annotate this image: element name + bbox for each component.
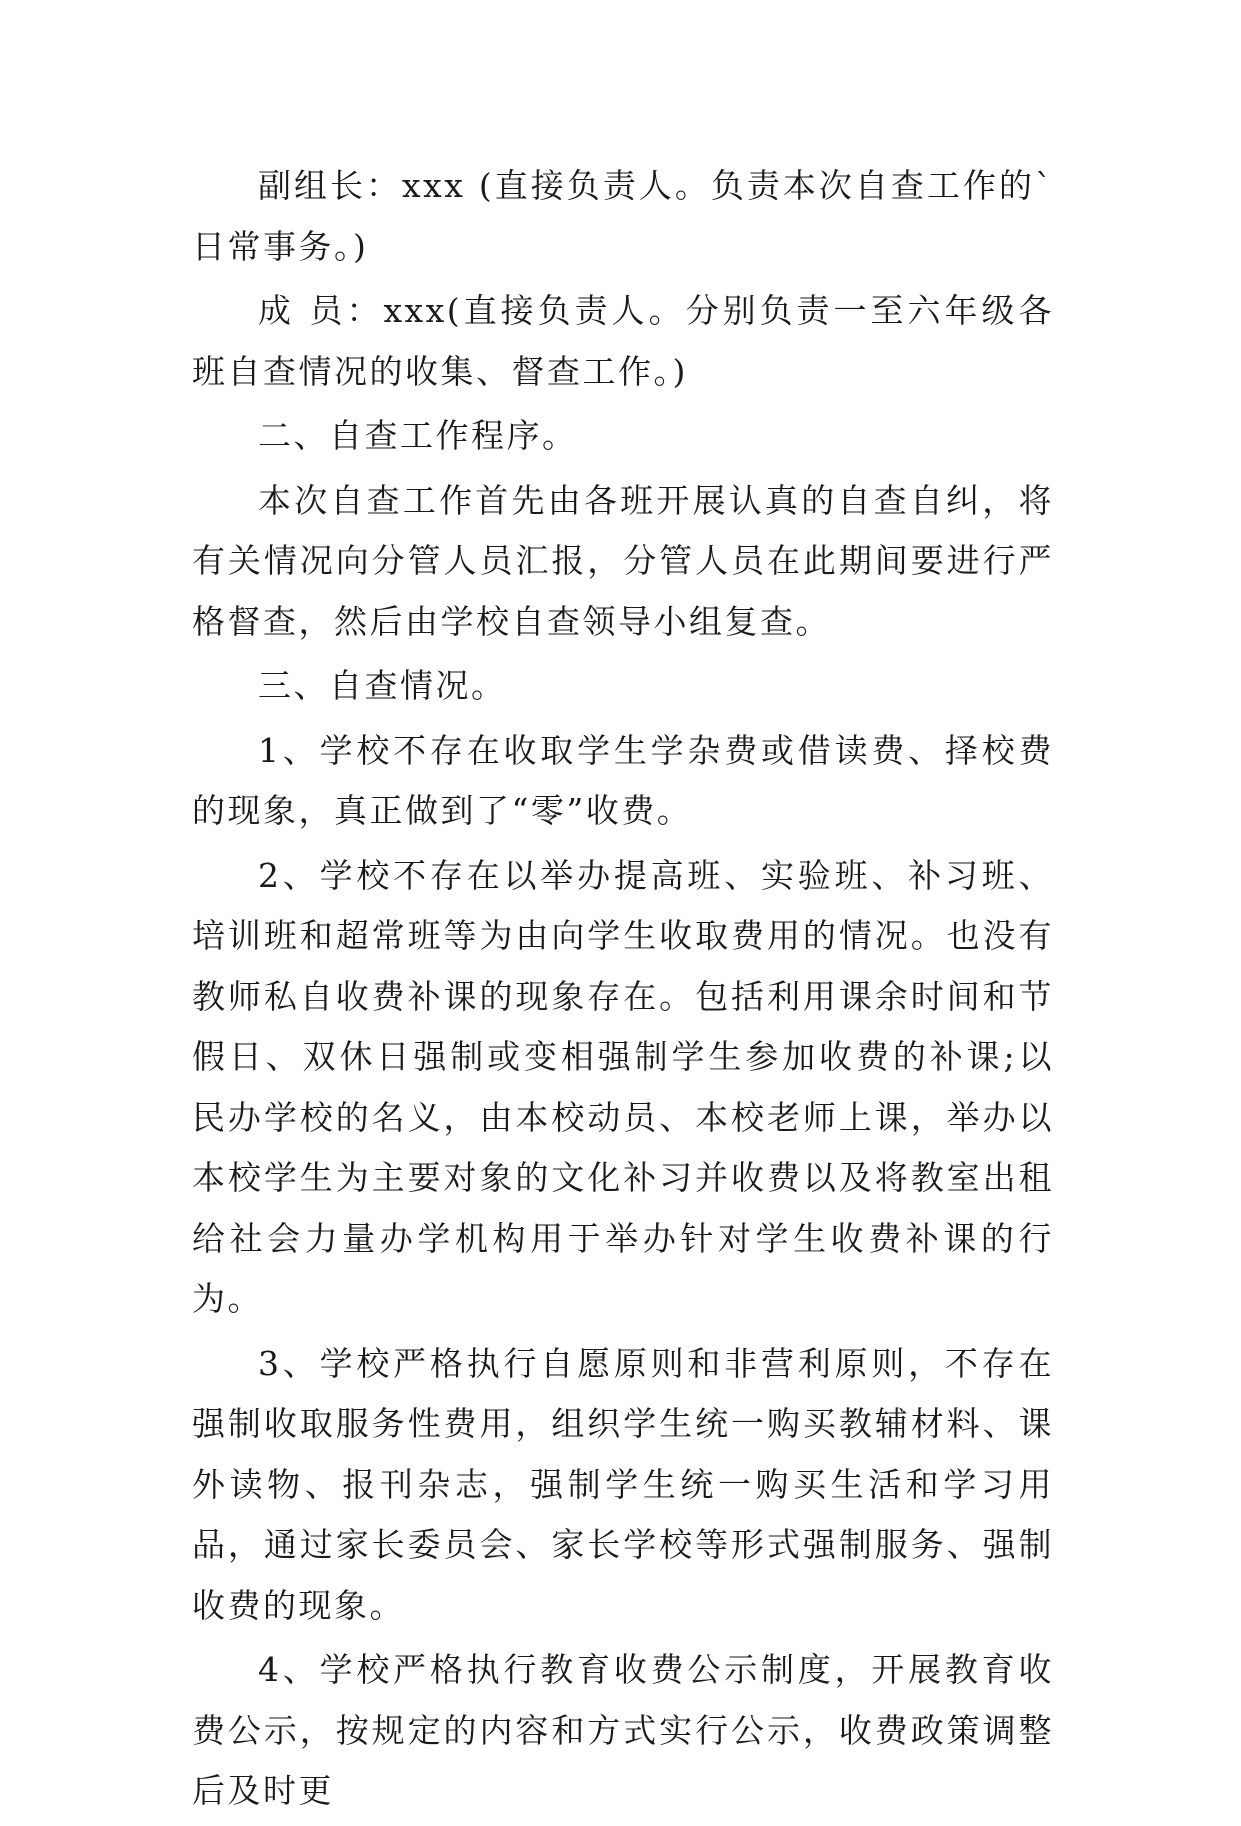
paragraph-finding-2: 2、学校不存在以举办提高班、实验班、补习班、培训班和超常班等为由向学生收取费用的情况。也没有教师私自收费补课的现象存在。包括利用课余时间和节假日、双休日强制或变相强制学生参加收费的补课;以民办学校的名义，由本校动员、本校老师上课，举办以本校学生为主要对象的文化补习并收费以及将教室出租给社会力量办学机构用于举办针对学生收费补课的行为。 — [192, 855, 1054, 1318]
paragraph-finding-3: 3、学校严格执行自愿原则和非营利原则，不存在强制收取服务性费用，组织学生统一购买教辅材料、课外读物、报刊杂志，强制学生统一购买生活和学习用品，通过家长委员会、家长学校等形式强制服务、强制收费的现象。 — [192, 1343, 1054, 1625]
paragraph-members: 成 员：xxx(直接负责人。分别负责一至六年级各班自查情况的收集、督查工作。) — [192, 291, 1054, 391]
section-heading-procedure: 二、自查工作程序。 — [258, 416, 578, 455]
paragraph-finding-4: 4、学校严格执行教育收费公示制度，开展教育收费公示，按规定的内容和方式实行公示，收费政策调整后及时更 — [192, 1650, 1054, 1810]
paragraph-deputy-leader: 副组长：xxx (直接负责人。负责本次自查工作的`日常事务。) — [192, 166, 1054, 266]
paragraph-finding-1: 1、学校不存在收取学生学杂费或借读费、择校费的现象，真正做到了“零”收费。 — [192, 730, 1054, 830]
section-heading-findings: 三、自查情况。 — [258, 666, 507, 705]
document-body — [192, 156, 1054, 1826]
paragraph-procedure: 本次自查工作首先由各班开展认真的自查自纠，将有关情况向分管人员汇报，分管人员在此期间要进行严格督查，然后由学校自查领导小组复查。 — [192, 480, 1054, 641]
